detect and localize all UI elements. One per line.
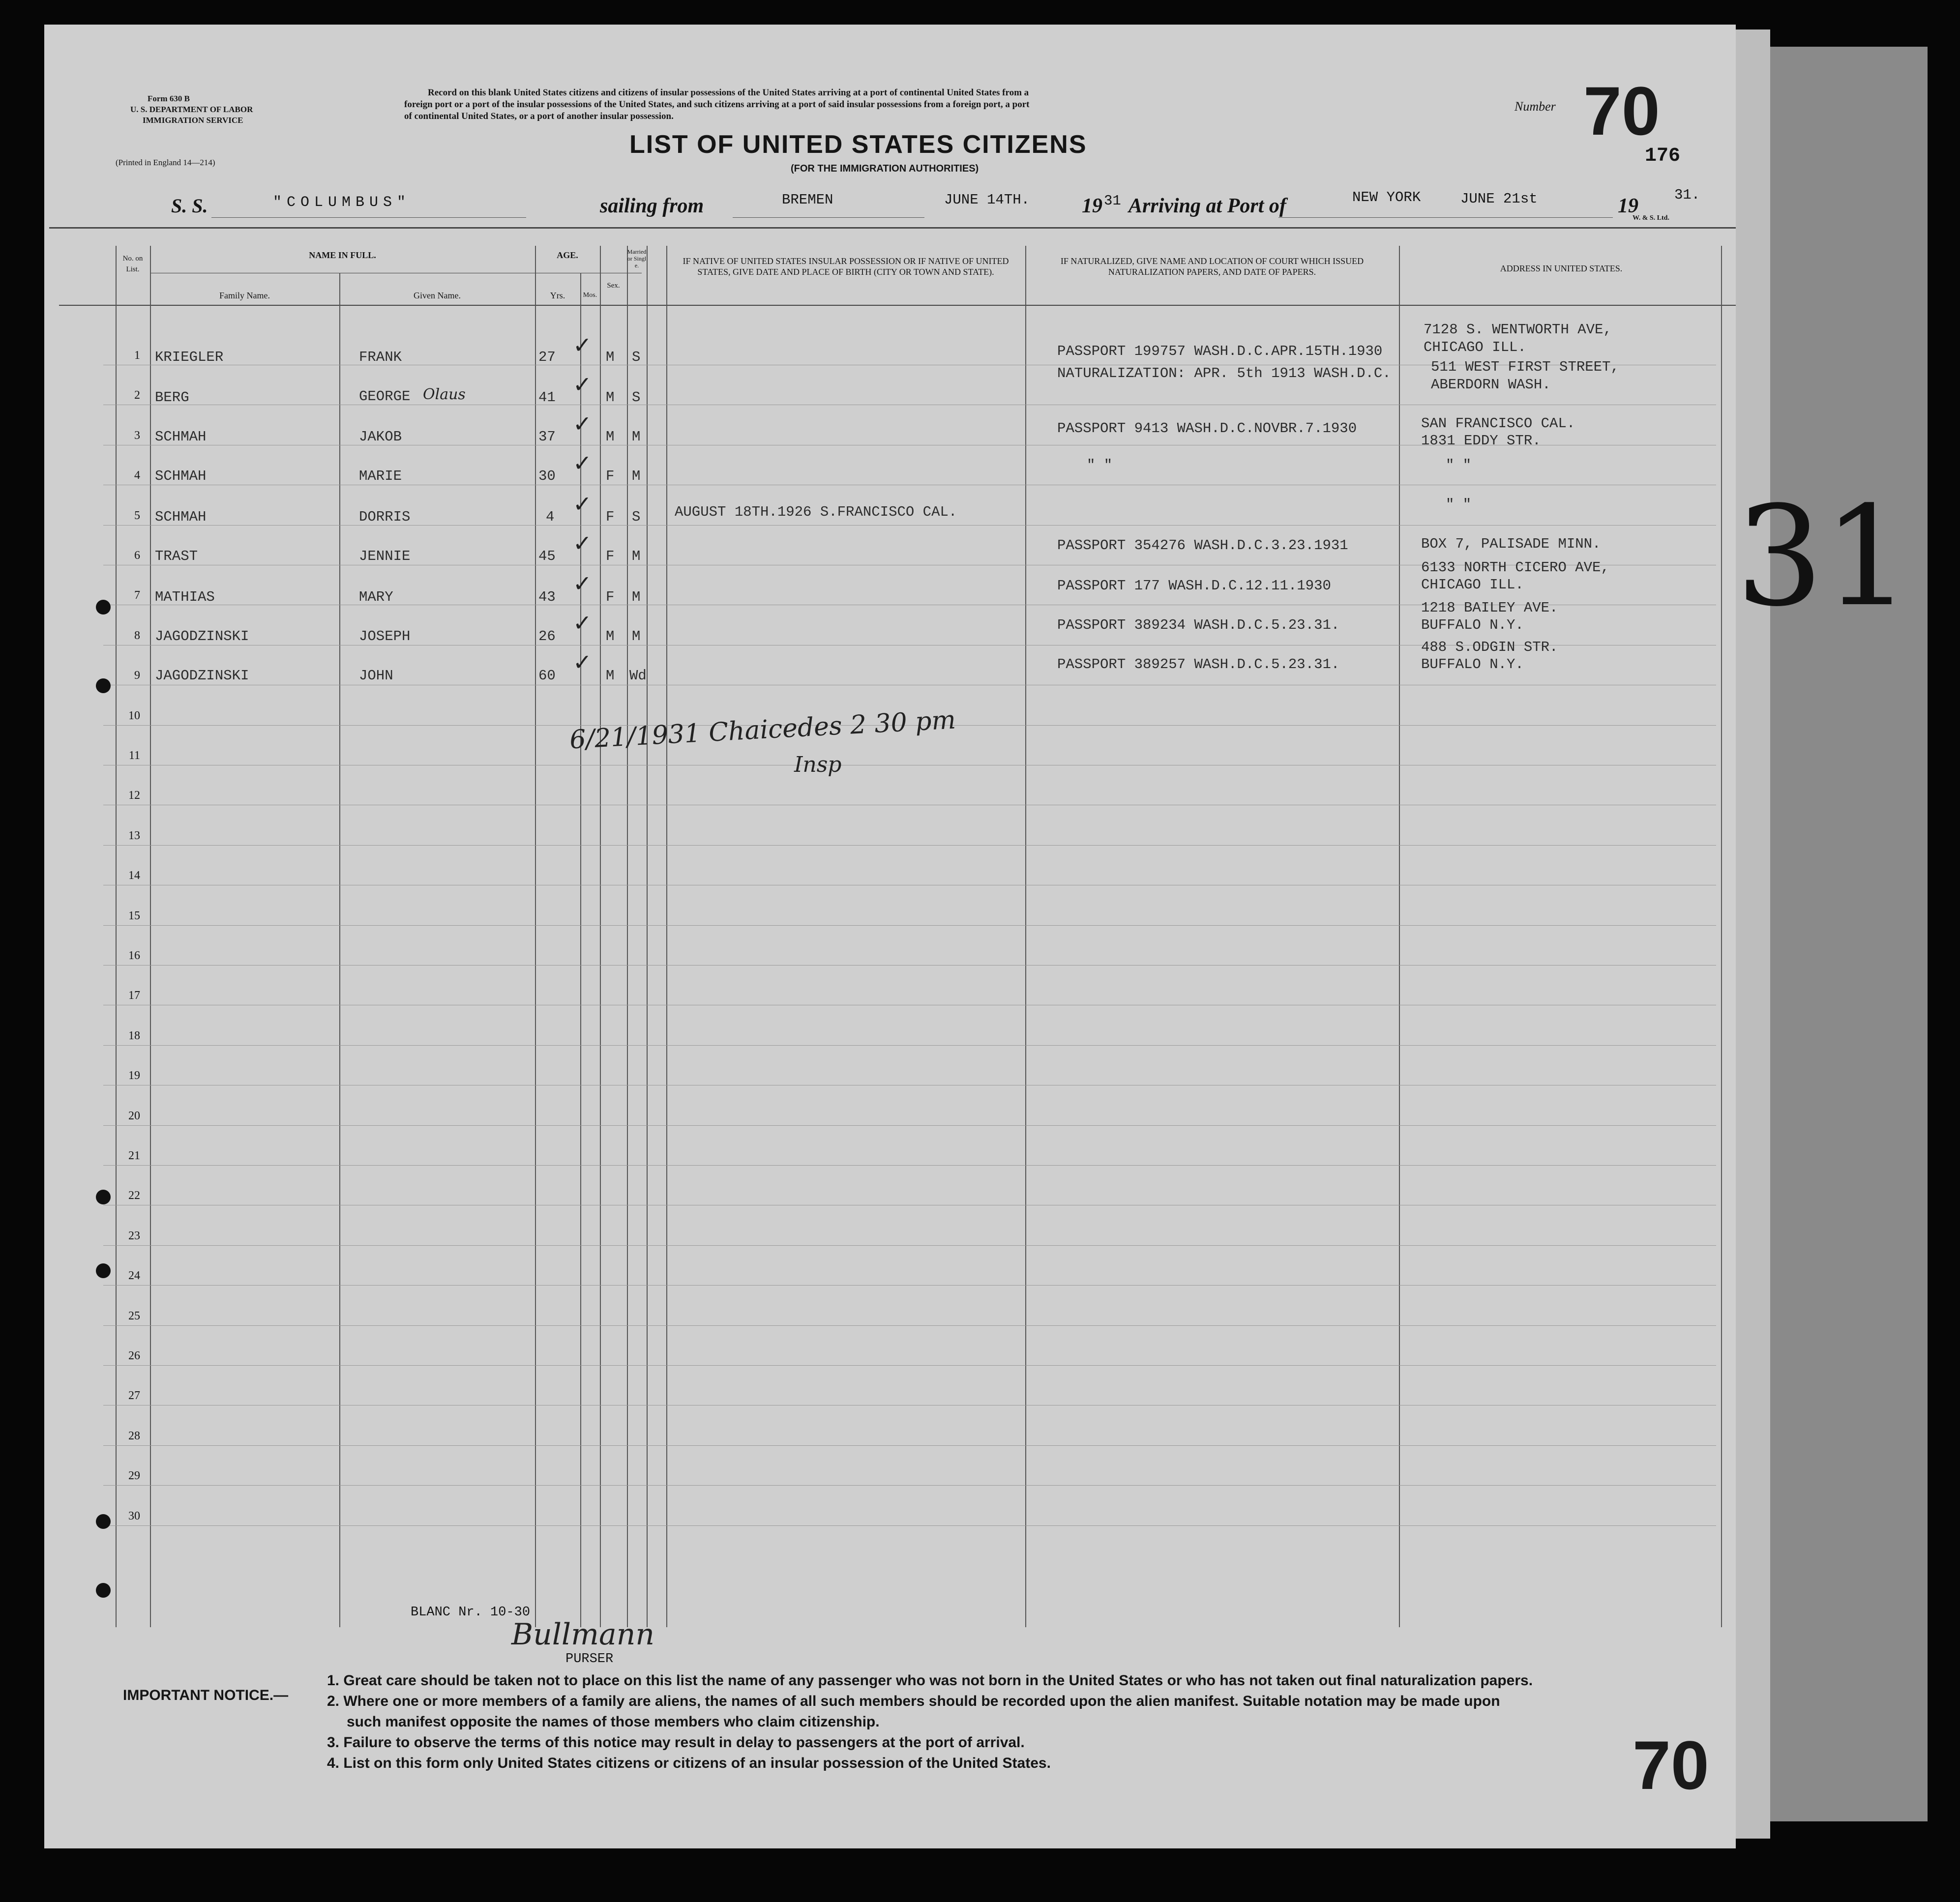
naturalization-papers: " " xyxy=(1087,457,1113,473)
marital-status: S xyxy=(632,349,641,365)
instruction-line-3: of continental United States, or a port of another insular possession. xyxy=(404,111,674,121)
checkmark: ✓ xyxy=(573,610,592,636)
arriving-label: Arriving at Port of xyxy=(1128,195,1286,217)
punch-hole xyxy=(96,678,111,693)
row-rule xyxy=(103,525,1716,526)
age-years: 45 xyxy=(538,548,556,564)
row-rule xyxy=(103,1245,1716,1246)
row-rule xyxy=(103,1525,1716,1526)
checkmark: ✓ xyxy=(573,491,592,517)
marital-status: M xyxy=(632,589,641,605)
arrival-year: 31. xyxy=(1674,187,1700,203)
row-number: 4 xyxy=(134,469,140,482)
departure-date: JUNE 14TH. xyxy=(944,192,1030,208)
row-rule xyxy=(103,1125,1716,1126)
row-number: 14 xyxy=(128,869,140,882)
punch-hole xyxy=(96,1514,111,1529)
address-line-2: 1831 EDDY STR. xyxy=(1421,433,1541,449)
row-number: 3 xyxy=(134,429,140,442)
marital-status: M xyxy=(632,468,641,484)
family-name: SCHMAH xyxy=(155,429,207,445)
row-number: 20 xyxy=(128,1109,140,1122)
row-rule xyxy=(103,1445,1716,1446)
age-years: 4 xyxy=(546,509,555,525)
number-value: 70 xyxy=(1583,72,1660,149)
naturalization-papers: PASSPORT 177 WASH.D.C.12.11.1930 xyxy=(1057,578,1331,594)
header-age: AGE. xyxy=(557,250,578,260)
ship-name: "COLUMBUS" xyxy=(273,194,411,211)
row-number: 6 xyxy=(134,549,140,562)
departure-year-prefix: 19 xyxy=(1082,195,1102,217)
row-number: 13 xyxy=(128,829,140,842)
manifest-page xyxy=(44,25,1911,1848)
marital-status: M xyxy=(632,429,641,445)
row-rule xyxy=(103,1285,1716,1286)
punch-hole xyxy=(96,1190,111,1204)
checkmark: ✓ xyxy=(573,372,592,397)
number-label: Number xyxy=(1515,99,1556,114)
family-name: SCHMAH xyxy=(155,468,207,484)
row-rule xyxy=(103,1045,1716,1046)
row-number: 2 xyxy=(134,389,140,402)
checkmark: ✓ xyxy=(573,411,592,437)
row-number: 22 xyxy=(128,1189,140,1202)
punch-hole xyxy=(96,1263,111,1278)
address-line-2: ABERDORN WASH. xyxy=(1431,377,1551,393)
marital-status: M xyxy=(632,628,641,644)
given-name: JOSEPH xyxy=(359,628,411,644)
row-number: 5 xyxy=(134,509,140,522)
row-number: 8 xyxy=(134,629,140,642)
given-name: GEORGE xyxy=(359,388,411,405)
address-line-1: " " xyxy=(1446,457,1472,473)
header-birth: IF NATIVE OF UNITED STATES INSULAR POSSESSION OR IF NATIVE OF UNITED STATES, GIVE DATE AND PLACE OF BIRTH (CITY OR TOWN AND STATE). xyxy=(683,256,1009,277)
departure-year: 31 xyxy=(1104,193,1121,209)
address-line-2: CHICAGO ILL. xyxy=(1424,339,1526,355)
address-line-1: 488 S.ODGIN STR. xyxy=(1421,639,1558,655)
address-line-1: 7128 S. WENTWORTH AVE, xyxy=(1424,322,1612,338)
sailing-from-label: sailing from xyxy=(600,195,704,217)
row-number: 18 xyxy=(128,1029,140,1042)
family-name: SCHMAH xyxy=(155,509,207,525)
notice-item: 1. Great care should be taken not to place on this list the name of any passenger who was not born in the United States or who has not taken out final naturalization papers. xyxy=(327,1672,1533,1689)
address-line-1: 511 WEST FIRST STREET, xyxy=(1431,359,1619,375)
instruction-line-2: foreign port or a port of the insular possessions of the United States, and such citizens arriving at a port of said insular possessions from a foreign port, a port xyxy=(404,99,1030,110)
address-line-1: BOX 7, PALISADE MINN. xyxy=(1421,536,1601,552)
given-name: JENNIE xyxy=(359,548,411,564)
printer-mark: W. & S. Ltd. xyxy=(1633,214,1669,222)
sex: F xyxy=(606,509,615,525)
sex: M xyxy=(606,349,615,365)
naturalization-papers: PASSPORT 389257 WASH.D.C.5.23.31. xyxy=(1057,656,1340,673)
header-address: ADDRESS IN UNITED STATES. xyxy=(1500,263,1623,273)
header-family-name: Family Name. xyxy=(219,291,270,300)
sex: F xyxy=(606,548,615,564)
sex: F xyxy=(606,468,615,484)
row-rule xyxy=(103,925,1716,926)
page-number: 176 xyxy=(1645,145,1681,167)
row-number: 11 xyxy=(128,749,140,762)
row-rule xyxy=(103,1365,1716,1366)
naturalization-papers: PASSPORT 199757 WASH.D.C.APR.15TH.1930 xyxy=(1057,343,1383,359)
row-number: 28 xyxy=(128,1429,140,1442)
marital-status: S xyxy=(632,509,641,525)
address-line-1: " " xyxy=(1446,497,1472,513)
notice-item: 2. Where one or more members of a family are aliens, the names of all such members should be recorded upon the alien manifest. Suitable notation may be made upon xyxy=(327,1693,1500,1709)
sex: M xyxy=(606,429,615,445)
family-name: JAGODZINSKI xyxy=(155,628,249,644)
given-name: DORRIS xyxy=(359,509,411,525)
row-number: 1 xyxy=(134,349,140,362)
family-name: MATHIAS xyxy=(155,589,215,605)
age-years: 30 xyxy=(538,468,556,484)
checkmark: ✓ xyxy=(573,450,592,476)
inspector-note: Insp xyxy=(794,752,842,777)
age-years: 27 xyxy=(538,349,556,365)
row-number: 25 xyxy=(128,1309,140,1322)
header-years: Yrs. xyxy=(550,291,565,300)
marital-status: Wd xyxy=(629,668,647,684)
row-number: 27 xyxy=(128,1389,140,1403)
notice-item-continuation: such manifest opposite the names of those members who claim citizenship. xyxy=(347,1714,880,1730)
header-sex: Sex. xyxy=(607,282,620,290)
row-rule xyxy=(103,1485,1716,1486)
given-name: JAKOB xyxy=(359,429,402,445)
row-number: 24 xyxy=(128,1269,140,1283)
row-number: 7 xyxy=(134,589,140,602)
family-name: BERG xyxy=(155,389,189,406)
sex: M xyxy=(606,628,615,644)
row-number: 30 xyxy=(128,1509,140,1522)
naturalization-papers: PASSPORT 9413 WASH.D.C.NOVBR.7.1930 xyxy=(1057,420,1357,437)
stamp-number: 70 xyxy=(1633,1726,1709,1804)
header-months: Mos. xyxy=(583,292,597,299)
header-naturalization: IF NATURALIZED, GIVE NAME AND LOCATION OF COURT WHICH ISSUED NATURALIZATION PAPERS, AND DATE OF PAPERS. xyxy=(1060,256,1364,277)
address-line-2: BUFFALO N.Y. xyxy=(1421,617,1524,633)
purser-label: PURSER xyxy=(565,1652,614,1667)
service-name: IMMIGRATION SERVICE xyxy=(143,116,243,125)
address-line-2: CHICAGO ILL. xyxy=(1421,577,1524,593)
col-divider xyxy=(116,246,117,1627)
sex: M xyxy=(606,389,615,406)
address-line-2: BUFFALO N.Y. xyxy=(1421,656,1524,673)
family-name: TRAST xyxy=(155,548,198,564)
row-number: 9 xyxy=(134,669,140,682)
inspection-note: 6/21/1931 Chaicedes 2 30 pm xyxy=(568,705,957,755)
given-name-note: Olaus xyxy=(423,386,466,403)
given-name: FRANK xyxy=(359,349,402,365)
row-number: 15 xyxy=(128,909,140,922)
header-bottom-border xyxy=(59,305,1736,306)
notice-item: 3. Failure to observe the terms of this notice may result in delay to passengers at the port of arrival. xyxy=(327,1734,1025,1751)
row-number: 23 xyxy=(128,1229,140,1242)
row-rule xyxy=(103,1325,1716,1326)
given-name: MARY xyxy=(359,589,393,605)
checkmark: ✓ xyxy=(573,332,592,358)
sex: M xyxy=(606,668,615,684)
page-title: LIST OF UNITED STATES CITIZENS xyxy=(629,130,1087,159)
sex: F xyxy=(606,589,615,605)
arrival-year-prefix: 19 xyxy=(1618,195,1638,217)
header-no-on-list: No. on List. xyxy=(122,255,143,273)
marital-status: M xyxy=(632,548,641,564)
naturalization-papers: PASSPORT 354276 WASH.D.C.3.23.1931 xyxy=(1057,537,1348,554)
age-years: 43 xyxy=(538,589,556,605)
row-number: 29 xyxy=(128,1469,140,1483)
header-married-or-single: Married or Single. xyxy=(627,248,647,269)
ss-label: S. S. xyxy=(171,195,208,217)
given-name: MARIE xyxy=(359,468,402,484)
purser-signature: Bullmann xyxy=(511,1617,655,1652)
row-number: 26 xyxy=(128,1349,140,1362)
row-number: 12 xyxy=(128,789,140,802)
checkmark: ✓ xyxy=(573,530,592,556)
punch-hole xyxy=(96,1583,111,1598)
age-years: 37 xyxy=(538,429,556,445)
address-line-1: SAN FRANCISCO CAL. xyxy=(1421,415,1575,432)
age-years: 41 xyxy=(538,389,556,406)
printed-note: (Printed in England 14—214) xyxy=(116,158,215,167)
row-rule xyxy=(103,1165,1716,1166)
birth-info: AUGUST 18TH.1926 S.FRANCISCO CAL. xyxy=(675,504,957,520)
page-subtitle: (FOR THE IMMIGRATION AUTHORITIES) xyxy=(791,163,979,174)
arrival-port: NEW YORK xyxy=(1352,189,1421,205)
given-name: JOHN xyxy=(359,668,393,684)
address-line-1: 6133 NORTH CICERO AVE, xyxy=(1421,559,1609,576)
row-number: 16 xyxy=(128,949,140,962)
blanc-number: BLANC Nr. 10-30 xyxy=(411,1605,531,1620)
marital-status: S xyxy=(632,389,641,406)
row-number: 19 xyxy=(128,1069,140,1083)
family-name: KRIEGLER xyxy=(155,349,224,365)
punch-hole xyxy=(96,600,111,614)
arrival-date: JUNE 21st xyxy=(1460,191,1538,207)
age-years: 60 xyxy=(538,668,556,684)
address-line-1: 1218 BAILEY AVE. xyxy=(1421,600,1558,616)
family-name: JAGODZINSKI xyxy=(155,668,249,684)
row-rule xyxy=(103,965,1716,966)
row-number: 21 xyxy=(128,1149,140,1162)
header-given-name: Given Name. xyxy=(414,291,461,300)
big-handwritten-number: 31 xyxy=(1736,477,1911,637)
checkmark: ✓ xyxy=(573,649,592,675)
row-number: 17 xyxy=(128,989,140,1002)
row-number: 10 xyxy=(128,709,140,722)
header-name-in-full: NAME IN FULL. xyxy=(309,250,376,260)
age-years: 26 xyxy=(538,628,556,644)
naturalization-papers: PASSPORT 389234 WASH.D.C.5.23.31. xyxy=(1057,617,1340,633)
departure-port: BREMEN xyxy=(782,192,833,208)
form-number: Form 630 B xyxy=(148,94,190,103)
notice-item: 4. List on this form only United States citizens or citizens of an insular possession of the United States. xyxy=(327,1755,1051,1771)
notice-label: IMPORTANT NOTICE.— xyxy=(123,1687,289,1703)
department-name: U. S. DEPARTMENT OF LABOR xyxy=(130,105,253,114)
checkmark: ✓ xyxy=(573,571,592,596)
instruction-line-1: Record on this blank United States citizens and citizens of insular possessions of the United States arriving at a port of continental United States from a xyxy=(428,88,1029,98)
naturalization-papers: NATURALIZATION: APR. 5th 1913 WASH.D.C. xyxy=(1057,365,1391,381)
row-rule xyxy=(103,845,1716,846)
table-top-border xyxy=(49,227,1736,229)
